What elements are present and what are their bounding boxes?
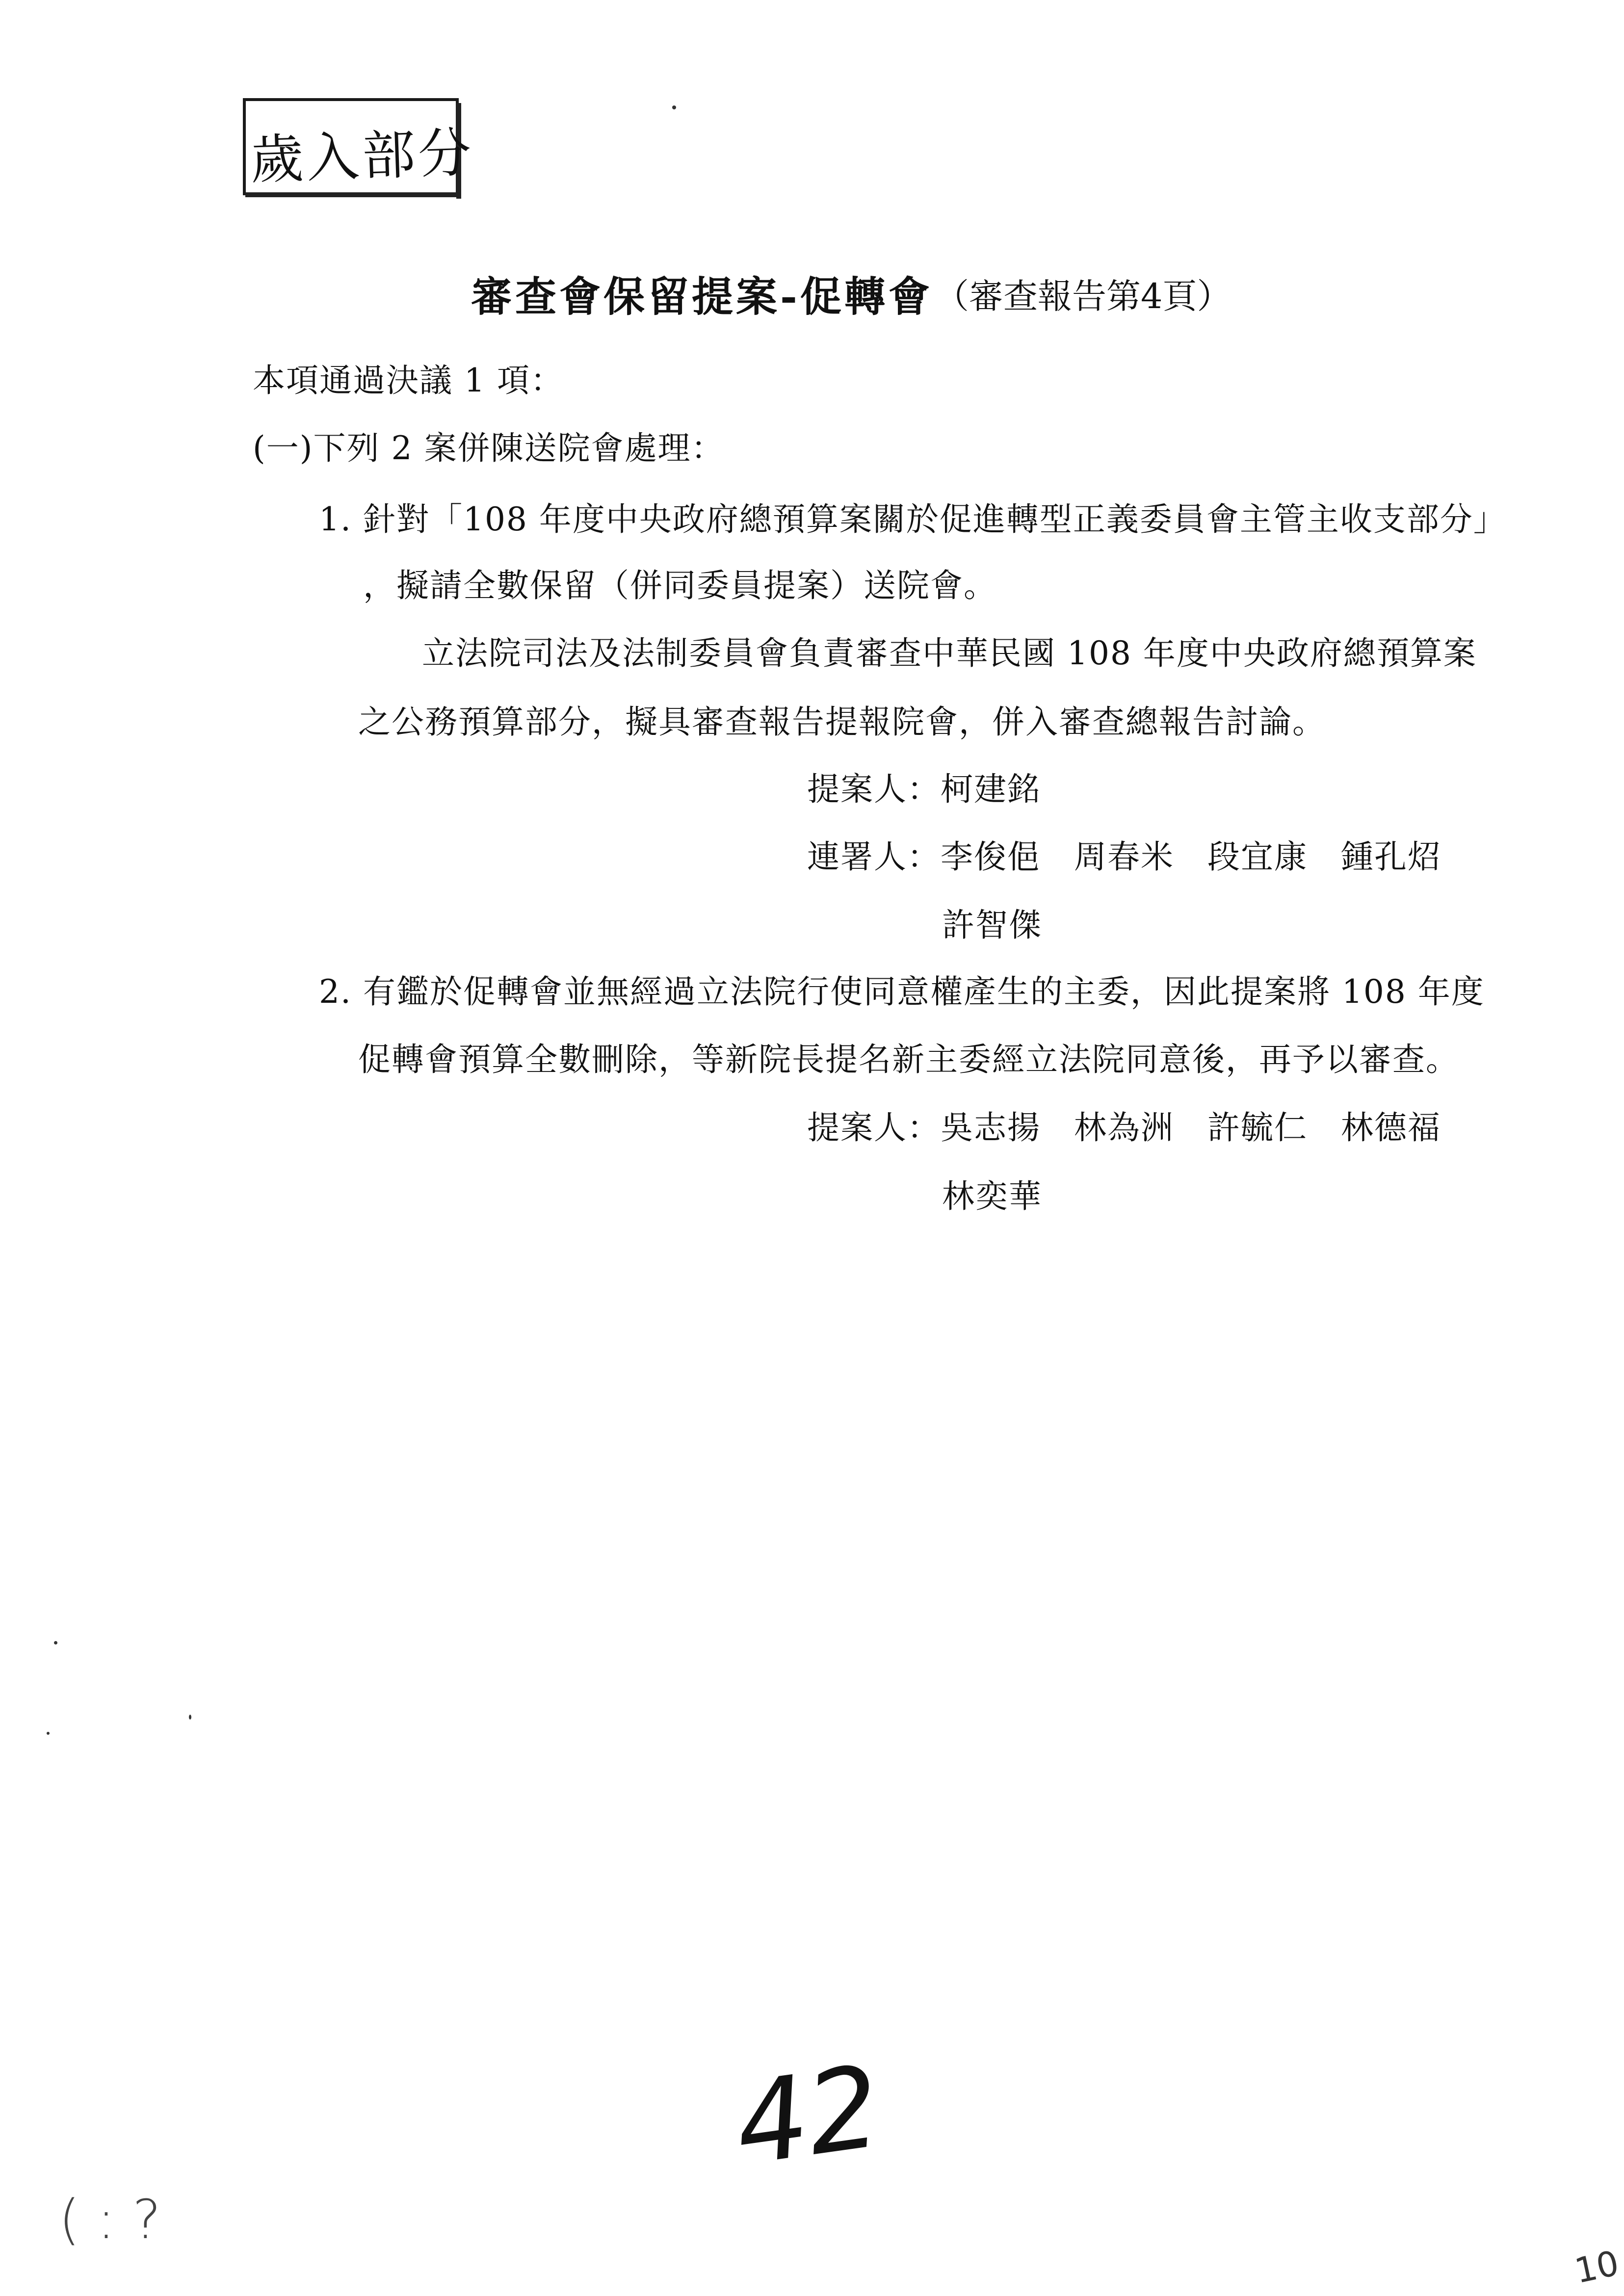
title-page-note: （審查報告第4頁）: [935, 276, 1231, 316]
item1-proposer: 提案人：柯建銘: [807, 770, 1041, 808]
item1-paragraph-line1: 立法院司法及法制委員會負責審查中華民國 108 年度中央政府總預算案: [422, 634, 1477, 672]
stamp-box-edge-bottom: [245, 192, 461, 197]
stamp-label: 歲入部分: [249, 122, 475, 191]
item1-cosigners-line2: 許智傑: [942, 906, 1042, 944]
item2-proposers-line2: 林奕華: [942, 1177, 1042, 1215]
item1-line2: ，擬請全數保留（併同委員提案）送院會。: [363, 567, 997, 604]
handwritten-page-number: 42: [727, 2041, 888, 2192]
item1-cosigners: 連署人：李俊俋 周春米 段宜康 鍾孔炤: [807, 838, 1441, 876]
item2-proposers: 提案人：吳志揚 林為洲 許毓仁 林德福: [807, 1109, 1441, 1147]
scan-speck: [54, 1641, 57, 1644]
scan-speck: [672, 105, 676, 109]
section-heading: (一)下列 2 案併陳送院會處理：: [253, 429, 725, 467]
item1-line1: 1. 針對「108 年度中央政府總預算案關於促進轉型正義委員會主管主收支部分」: [319, 500, 1507, 538]
margin-mark-right: 10: [1571, 2243, 1623, 2292]
scan-speck: [47, 1732, 50, 1735]
document-title: 審查會保留提案-促轉會: [471, 272, 933, 321]
item1-paragraph-line2: 之公務預算部分，擬具審查報告提報院會，併入審查總報告討論。: [358, 703, 1326, 741]
item2-line1: 2. 有鑑於促轉會並無經過立法院行使同意權產生的主委，因此提案將 108 年度: [319, 973, 1485, 1011]
resolution-line: 本項通過決議 1 項：: [253, 362, 564, 399]
item2-line2: 促轉會預算全數刪除，等新院長提名新主委經立法院同意後，再予以審查。: [358, 1041, 1459, 1078]
scan-speck: [189, 1715, 191, 1720]
margin-mark-left: ( : ?: [59, 2188, 161, 2251]
